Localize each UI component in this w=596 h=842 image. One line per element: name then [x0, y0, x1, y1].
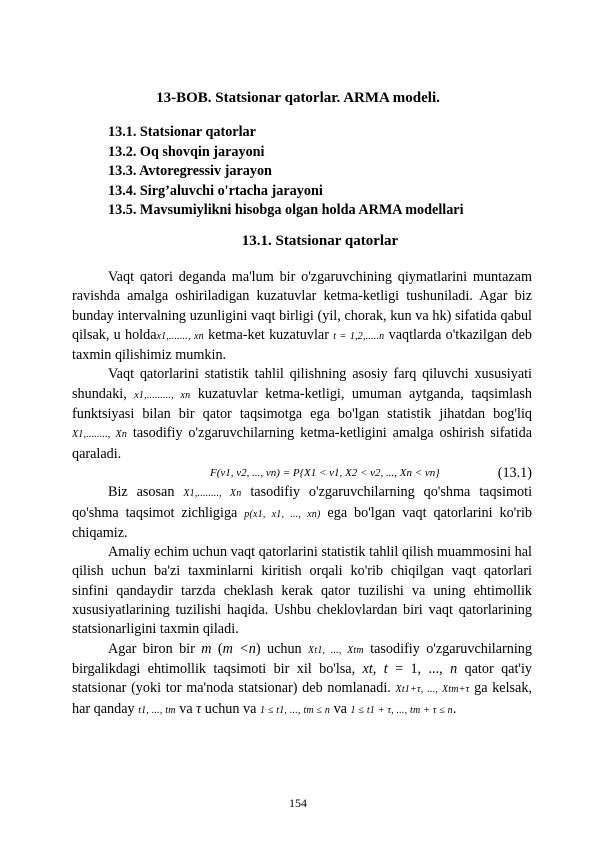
text-run: = 1, ..., — [387, 660, 451, 677]
text-run: tasodifiy o'zgaruvchilarning qo'shma taqsimoti qo'shma taqsimot zichligiga — [72, 484, 533, 521]
paragraph-4: Amaliy echim uchun vaqt qatorlarini statistik tahlil qilish muammosini hal qilish uchun ba'zi taxminlarni kiritish orqali ko'rib chiqilgan vaqt qatorlari sinfini qandaydir tarzda cheklash kerak qator tuzilishi va uning ehtimollik xususiyatlarining tuzilishi haqida. Ushbu cheklovlardan biri vaqt qatorlarining statsionarligini taxmin qiladi. — [72, 544, 532, 638]
math-inline: t = 1,2,.....n — [333, 330, 385, 342]
text-run: Vaqt qatori deganda ma'lum bir o'zgaruvchining qiymatlarini muntazam ravishda amalga oshiriladigan kuzatuvlar ketma-ketligi tushuniladi. Agar biz bunday intervalning uzunligini vaqt birligi (yil, chorak, kun va hk) sifatida qabul qilsak, u holda — [72, 269, 532, 343]
math-var: n — [450, 660, 458, 677]
math-inline: x1,........., xn — [134, 389, 191, 401]
math-inline: 1 ≤ t1, ..., tm ≤ n — [259, 704, 331, 716]
toc-item: 13.5. Mavsumiylikni hisobga olgan holda ARMA modellari — [108, 202, 464, 219]
math-inline: 1 ≤ t1 + τ, ..., tm + τ ≤ n — [350, 704, 453, 716]
text-run: , — [372, 660, 384, 677]
math-var: m — [201, 640, 212, 657]
equation-formula: F(v1, v2, ..., vn) = P{X1 < v1, X2 < v2, ..., Xn < vn} — [210, 466, 440, 479]
paragraph-1 — [72, 268, 532, 365]
body-text — [72, 268, 532, 720]
table-of-contents — [108, 123, 464, 221]
text-run: kuzatuvlar ketma-ketligi, umuman aytganda, taqsimlash funktsiyasi bilan bir qator taqsimotga ega bo'lgan statistik jihatdan bog'liq — [72, 385, 533, 423]
math-inline: X1,........, Xn — [72, 429, 128, 441]
text-run: ketma-ket kuzatuvlar — [203, 326, 334, 343]
page-number: 154 — [289, 796, 307, 810]
text-run: Biz asosan — [108, 484, 184, 501]
text-run: uchun va — [201, 700, 260, 717]
paragraph-2 — [72, 365, 532, 463]
toc-item: 13.3. Avtoregressiv jarayon — [108, 163, 272, 180]
text-run: ega bo'lgan vaqt qatorlarini ko'rib chiqamiz. — [72, 504, 533, 541]
paragraph-3 — [72, 483, 532, 543]
equation-number: (13.1) — [497, 464, 532, 481]
text-run: Vaqt qatorlarini statistik tahlil qilishning asosiy farq qiluvchi xususiyati shundaki, — [72, 366, 532, 402]
math-inline: Xt1+τ, ..., Xtm+τ — [395, 684, 470, 696]
math-inline: p(x1, x1, ..., xn) — [244, 508, 321, 520]
text-run: vaqtlarda o'tkazilgan deb taxmin qilishimiz mumkin. — [72, 326, 532, 364]
toc-item: 13.4. Sirg’aluvchi o'rtacha jarayoni — [108, 182, 323, 199]
math-inline: x1,......., xn — [156, 330, 204, 342]
text-run: qator qat'iy statsionar (yoki tor ma'noda statsionar) deb nomlanadi. — [72, 660, 533, 697]
math-var: m <n — [222, 640, 256, 657]
math-var: t — [383, 660, 388, 677]
math-var: τ — [196, 700, 202, 717]
toc-item: 13.2. Oq shovqin jarayoni — [108, 143, 265, 160]
text-run: tasodifiy o'zgaruvchilarning ketma-ketligini amalga oshirish sifatida qaraladi. — [72, 425, 533, 462]
paragraph-5 — [72, 640, 532, 720]
text-run: ga kelsak, har qanday — [72, 680, 532, 717]
text-run: va — [330, 700, 351, 717]
text-run: ( — [211, 640, 223, 657]
text-run: Agar biron bir — [108, 640, 202, 657]
math-inline: X1,........, Xn — [183, 488, 242, 500]
toc-item: 13.1. Statsionar qatorlar — [108, 124, 256, 140]
equation-row — [72, 464, 532, 483]
text-run: tasodifiy o'zgaruvchilarning birgalikdagi ehtimollik taqsimoti bir xil bo'lsa, — [72, 640, 532, 677]
text-run: ) uchun — [255, 640, 309, 657]
section-title: 13.1. Statsionar qatorlar — [241, 233, 399, 249]
text-run: va — [175, 700, 197, 717]
math-var: xt — [362, 660, 373, 677]
math-inline: t1, ..., tm — [138, 704, 176, 716]
chapter-title: 13-BOB. Statsionar qatorlar. ARMA modeli. — [156, 90, 440, 106]
math-inline: Xt1, ..., Xtm — [308, 644, 364, 656]
text-run: . — [452, 700, 457, 717]
